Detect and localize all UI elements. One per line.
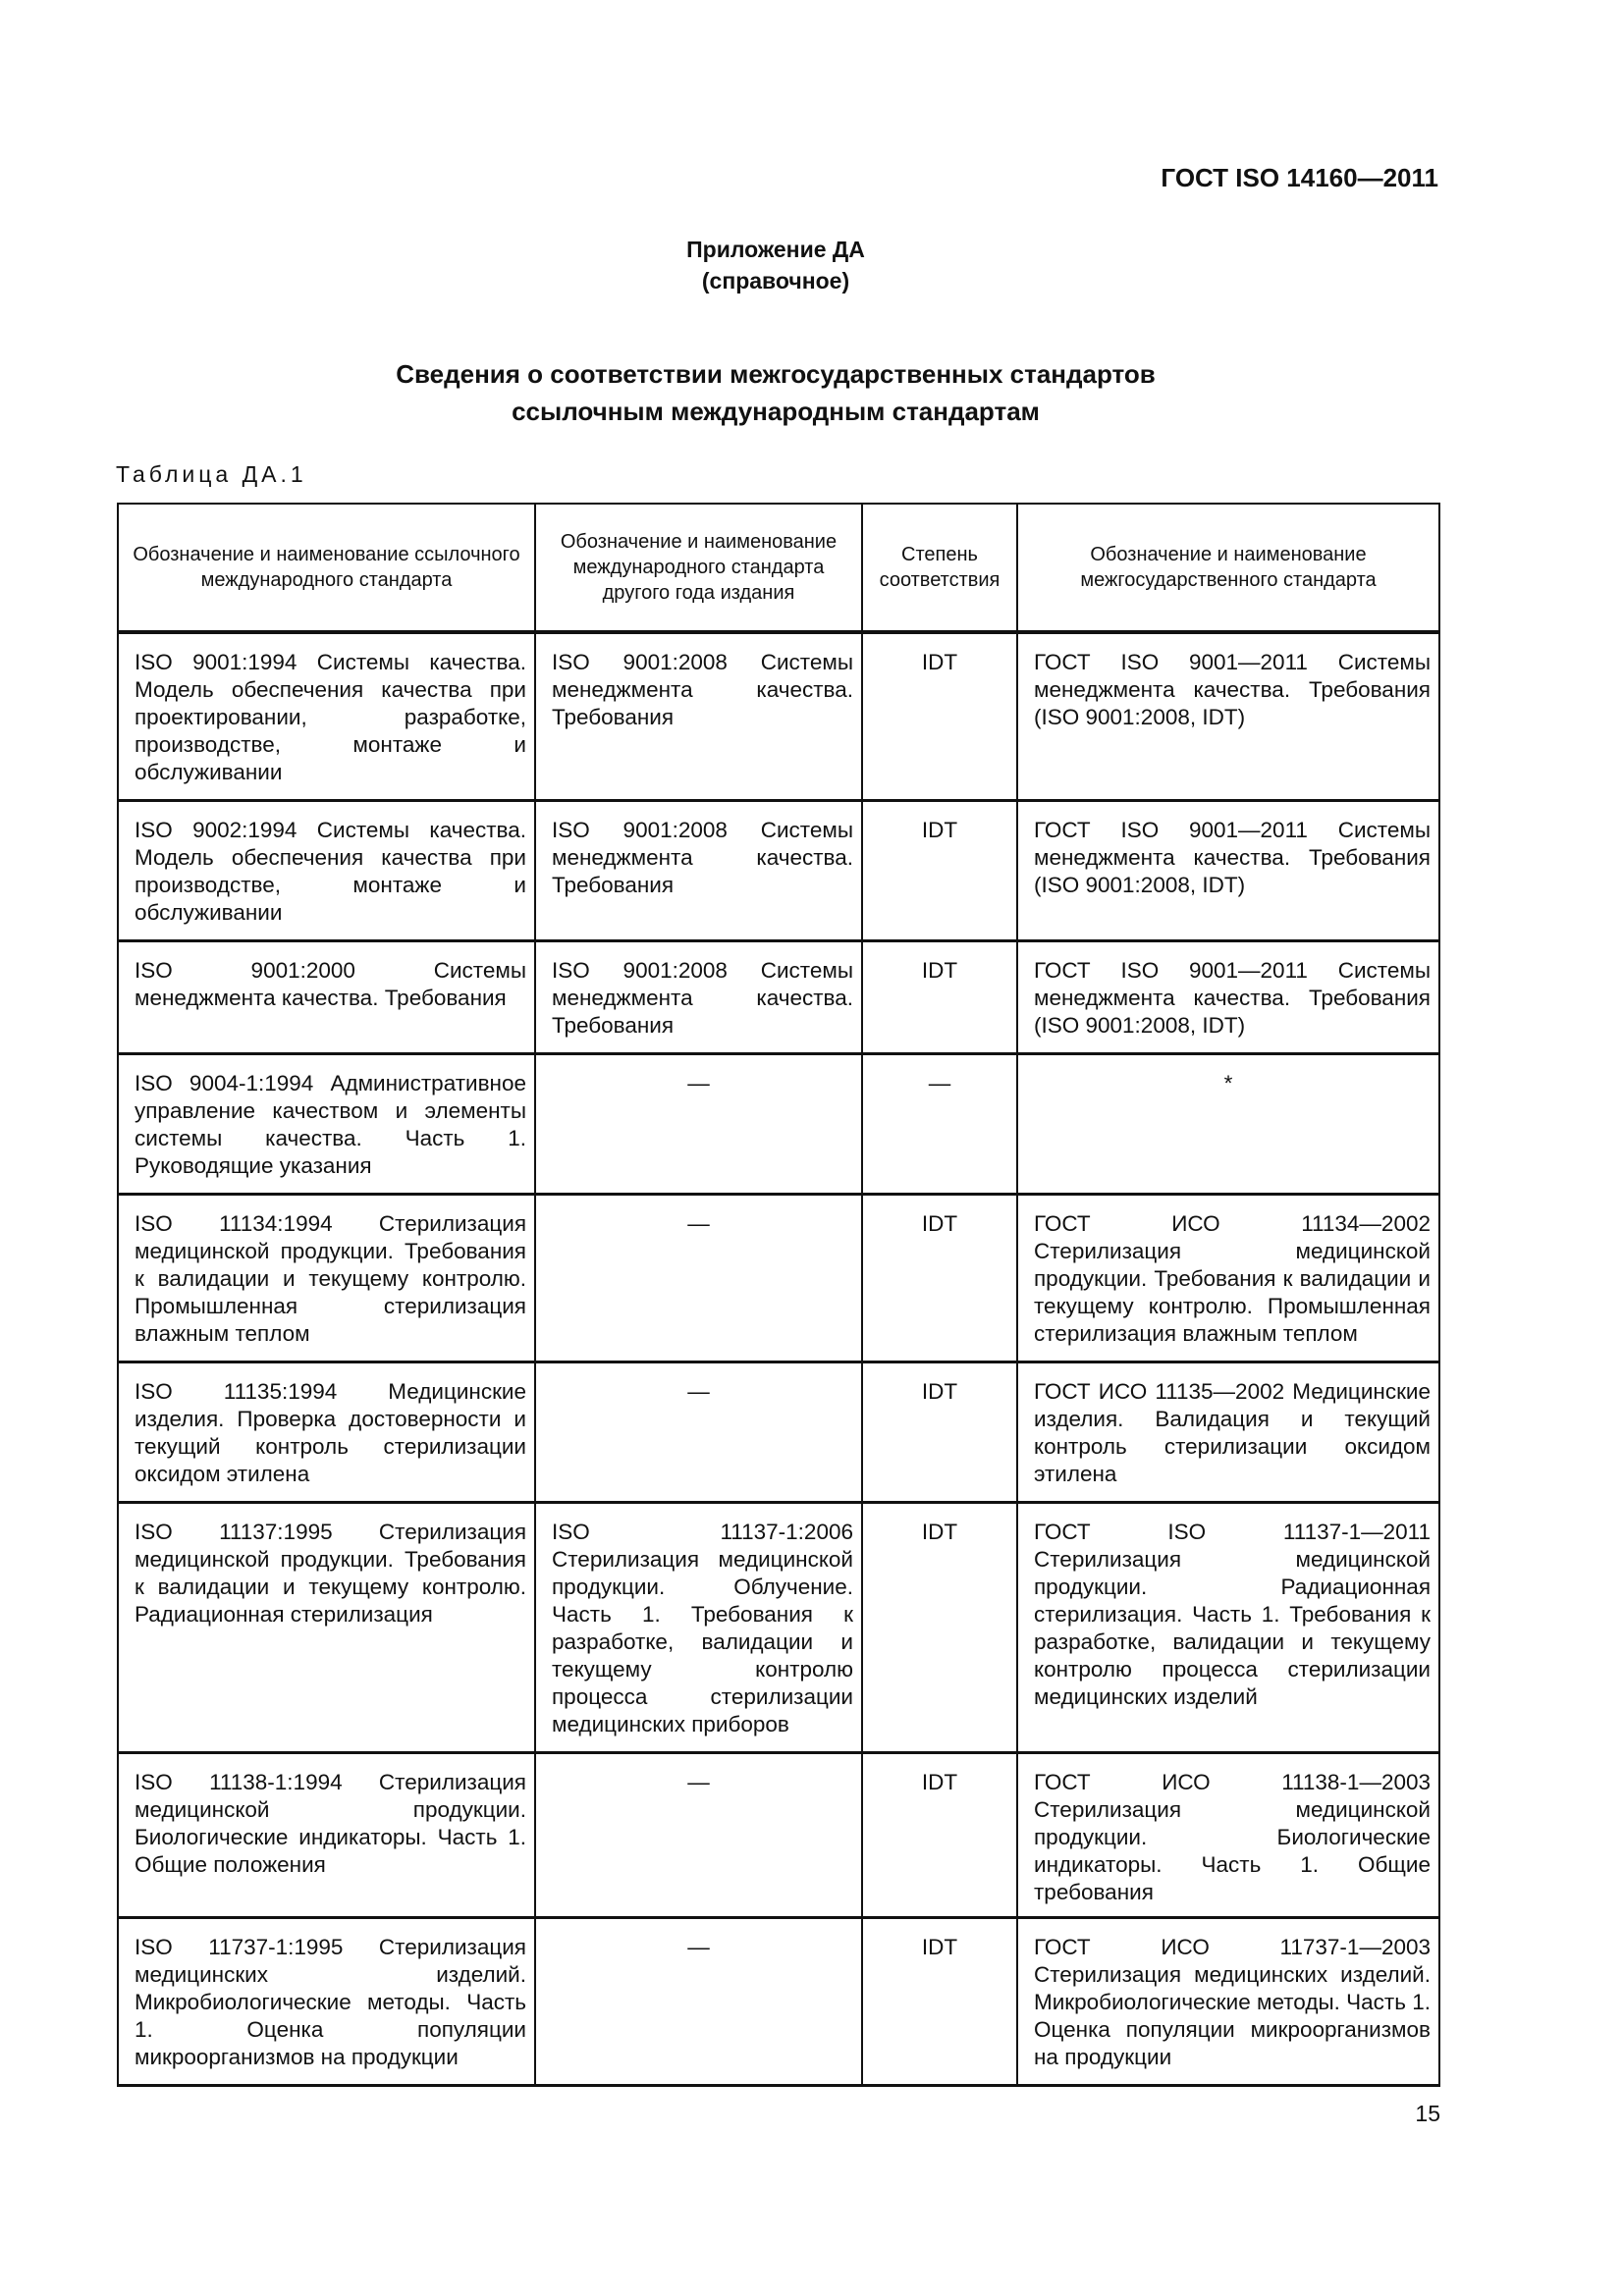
table-row — [118, 1053, 1439, 1194]
table-cell: ISO 9004-1:1994 Административное управление качеством и элементы системы качества. Часть 1. Руководящие указания — [118, 1053, 535, 1194]
table-cell: ГОСТ ISO 9001—2011 Системы менеджмента качества. Требования (ISO 9001:2008, IDT) — [1017, 940, 1439, 1053]
table-cell: IDT — [862, 800, 1017, 940]
table-cell: ISO 9001:2000 Системы менеджмента качества. Требования — [118, 940, 535, 1053]
table-row — [118, 1917, 1439, 2085]
annex-title: Приложение ДА — [686, 237, 865, 262]
table-cell: ГОСТ ISO 9001—2011 Системы менеджмента качества. Требования (ISO 9001:2008, IDT) — [1017, 800, 1439, 940]
table-cell: ISO 9001:2008 Системы менеджмента качества. Требования — [535, 632, 862, 800]
page-number: 15 — [1415, 2101, 1440, 2126]
page-title — [0, 355, 1551, 430]
table-cell: IDT — [862, 1194, 1017, 1362]
table-cell: IDT — [862, 1917, 1017, 2085]
table-cell: IDT — [862, 1502, 1017, 1752]
table-cell: ISO 9002:1994 Системы качества. Модель обеспечения качества при производстве, монтаже и обслуживании — [118, 800, 535, 940]
table-cell: ISO 11134:1994 Стерилизация медицинской продукции. Требования к валидации и текущему контролю. Промышленная стерилизация влажным теплом — [118, 1194, 535, 1362]
table-cell: — — [535, 1362, 862, 1502]
annex-heading — [0, 234, 1551, 296]
table-cell: ISO 9001:2008 Системы менеджмента качества. Требования — [535, 940, 862, 1053]
table-cell: ГОСТ ISO 11137-1—2011 Стерилизация медицинской продукции. Радиационная стерилизация. Часть 1. Требования к разработке, валидации и текущему контролю процесса стерилизации медицинских изделий — [1017, 1502, 1439, 1752]
table-cell: — — [535, 1917, 862, 2085]
table-cell: ГОСТ ИСО 11737-1—2003 Стерилизация медицинских изделий. Микробиологические методы. Часть 1. Оценка популяции микроорганизмов на продукции — [1017, 1917, 1439, 2085]
table-cell: ISO 9001:2008 Системы менеджмента качества. Требования — [535, 800, 862, 940]
table-row — [118, 1752, 1439, 1917]
table-cell: — — [535, 1053, 862, 1194]
table-cell: ISO 11137-1:2006 Стерилизация медицинской продукции. Облучение. Часть 1. Требования к разработке, валидации и текущему контролю процесса стерилизации медицинских приборов — [535, 1502, 862, 1752]
table-cell: IDT — [862, 632, 1017, 800]
table-cell: ISO 11737-1:1995 Стерилизация медицинских изделий. Микробиологические методы. Часть 1. Оценка популяции микроорганизмов на продукции — [118, 1917, 535, 2085]
annex-subtitle: (справочное) — [701, 268, 850, 294]
table-cell: — — [535, 1752, 862, 1917]
table-cell: ISO 11135:1994 Медицинские изделия. Проверка достоверности и текущий контроль стерилизации оксидом этилена — [118, 1362, 535, 1502]
table-cell: ГОСТ ИСО 11134—2002 Стерилизация медицинской продукции. Требования к валидации и текущему контролю. Промышленная стерилизация влажным теплом — [1017, 1194, 1439, 1362]
column-header-other-edition: Обозначение и наименование международного стандарта другого года издания — [535, 504, 862, 632]
table-cell: — — [862, 1053, 1017, 1194]
table-cell: IDT — [862, 940, 1017, 1053]
table-caption: Таблица ДА.1 — [116, 461, 307, 487]
column-header-interstate-standard: Обозначение и наименование межгосударственного стандарта — [1017, 504, 1439, 632]
column-header-degree: Степень соответствия — [862, 504, 1017, 632]
table-row — [118, 632, 1439, 800]
page-title-line-2: ссылочным международным стандартам — [512, 397, 1040, 426]
table-cell: ГОСТ ИСО 11135—2002 Медицинские изделия. Валидация и текущий контроль стерилизации оксидом этилена — [1017, 1362, 1439, 1502]
table-cell: IDT — [862, 1362, 1017, 1502]
table-row — [118, 800, 1439, 940]
table-cell: ISO 11138-1:1994 Стерилизация медицинской продукции. Биологические индикаторы. Часть 1. Общие положения — [118, 1752, 535, 1917]
table-cell: IDT — [862, 1752, 1017, 1917]
correspondence-table — [117, 503, 1440, 2087]
column-header-reference-standard: Обозначение и наименование ссылочного международного стандарта — [118, 504, 535, 632]
table-cell: ГОСТ ISO 9001—2011 Системы менеджмента качества. Требования (ISO 9001:2008, IDT) — [1017, 632, 1439, 800]
table-row — [118, 1194, 1439, 1362]
table-row — [118, 1362, 1439, 1502]
table-cell: * — [1017, 1053, 1439, 1194]
table-cell: ISO 9001:1994 Системы качества. Модель обеспечения качества при проектировании, разработке, производстве, монтаже и обслуживании — [118, 632, 535, 800]
table-row — [118, 940, 1439, 1053]
table-cell: ГОСТ ИСО 11138-1—2003 Стерилизация медицинской продукции. Биологические индикаторы. Часть 1. Общие требования — [1017, 1752, 1439, 1917]
page-title-line-1: Сведения о соответствии межгосударственных стандартов — [396, 359, 1156, 389]
table-cell: — — [535, 1194, 862, 1362]
table-row — [118, 1502, 1439, 1752]
table-cell: ISO 11137:1995 Стерилизация медицинской продукции. Требования к валидации и текущему контролю. Радиационная стерилизация — [118, 1502, 535, 1752]
document-code: ГОСТ ISO 14160—2011 — [1161, 163, 1438, 192]
table-header-row — [118, 504, 1439, 632]
